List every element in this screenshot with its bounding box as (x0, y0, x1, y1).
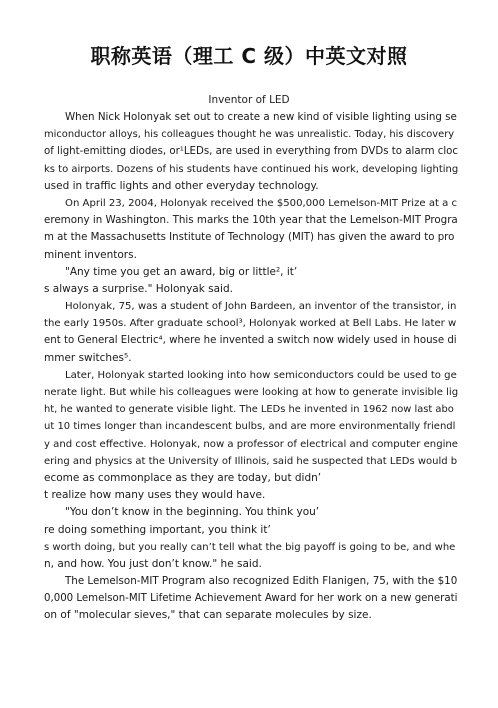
text-line: on of "molecular sieves," that can separate molecules by size. (44, 609, 372, 622)
text-line: The Lemelson-MIT Program also recognized Edith Flanigen, 75, with the $10 (65, 575, 458, 588)
text-line: ent to General Electric⁴, where he invented a switch now widely used in house di (44, 335, 457, 347)
article-title: Inventor of LED (208, 94, 290, 106)
text-line: "Any time you get an award, big or little², it’ (65, 265, 298, 278)
text-line: y and cost effective. Holonyak, now a professor of electrical and computer engine (44, 438, 459, 450)
text-line: ht, he wanted to generate visible light. The LEDs he invented in 1962 now last abo (44, 404, 454, 416)
text-line: ecome as commonplace as they are today, but didn’ (44, 471, 322, 484)
article-body (44, 109, 458, 625)
text-line: the early 1950s. After graduate school³, Holonyak worked at Bell Labs. He later w (44, 318, 457, 330)
text-line: used in traffic lights and other everyday technology. (44, 179, 319, 192)
document-title: 职称英语（理工 C 级）中英文对照 (90, 44, 408, 68)
text-line: t realize how many uses they would have. (44, 489, 266, 502)
text-line: "You don’t know in the beginning. You think you’ (65, 506, 320, 519)
text-line: s always a surprise." Holonyak said. (44, 282, 233, 295)
text-line: re doing something important, you think it’ (44, 523, 271, 536)
text-line: of light-emitting diodes, or¹LEDs, are used in everything from DVDs to alarm cloc (44, 146, 459, 158)
text-line: n, and how. You just don’t know." he said. (44, 557, 262, 570)
text-line: Later, Holonyak started looking into how semiconductors could be used to ge (65, 369, 457, 381)
text-line: 0,000 Lemelson-MIT Lifetime Achievement Award for her work on a new generati (44, 593, 458, 605)
text-line: ut 10 times longer than incandescent bulbs, and are more environmentally friendl (44, 421, 456, 433)
text-line: When Nick Holonyak set out to create a new kind of visible lighting using se (65, 111, 457, 123)
text-line: Holonyak, 75, was a student of John Bardeen, an inventor of the transistor, in (65, 301, 457, 313)
text-line: minent inventors. (44, 248, 137, 261)
text-line: m at the Massachusetts Institute of Technology (MIT) has given the award to pro (44, 232, 455, 244)
text-line: ks to airports. Dozens of his students have continued his work, developing lighting (44, 163, 459, 175)
text-line: ering and physics at the University of Illinois, said he suspected that LEDs would b (44, 455, 458, 467)
text-line: miconductor alloys, his colleagues thought he was unrealistic. Today, his discovery (44, 129, 455, 141)
text-line: nerate light. But while his colleagues were looking at how to generate invisible lig (44, 387, 459, 398)
text-line: mmer switches⁵. (44, 351, 132, 364)
text-line: s worth doing, but you really can’t tell what the big payoff is going to be, and whe (44, 541, 456, 553)
text-line: eremony in Washington. This marks the 10th year that the Lemelson-MIT Progra (44, 214, 458, 227)
text-line: On April 23, 2004, Holonyak received the $500,000 Lemelson-MIT Prize at a c (65, 197, 458, 209)
